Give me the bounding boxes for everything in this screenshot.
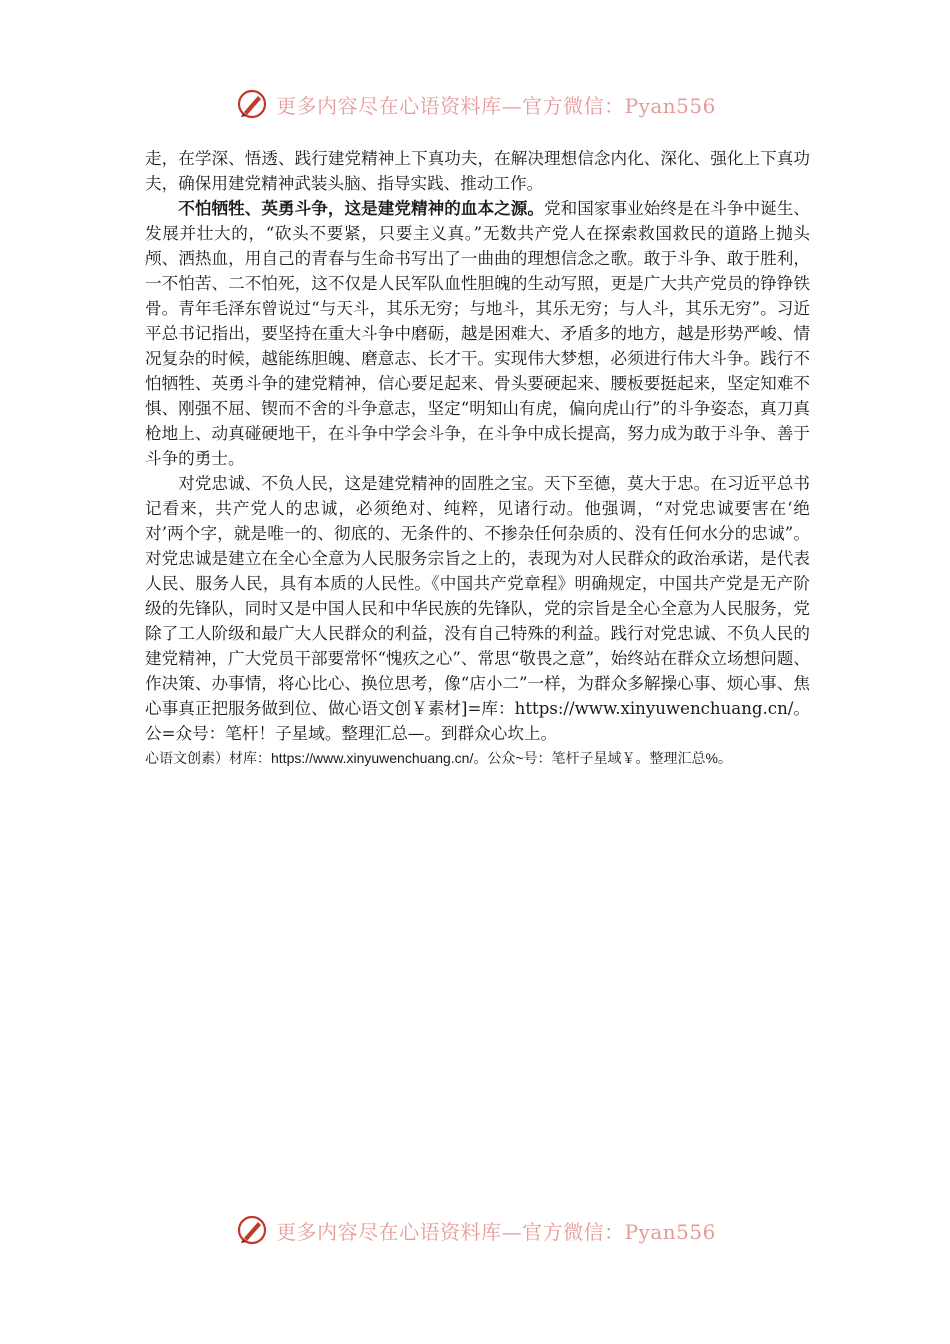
document-body <box>145 146 810 770</box>
paragraph-3: 对党忠诚、不负人民，这是建党精神的固胜之宝。天下至德，莫大于忠。在习近平总书记看来，共产党人的忠诚，必须绝对、纯粹，见诸行动。他强调，“对党忠诚要害在‘绝对’两个字，就是唯一的、彻底的、无条件的、不掺杂任何杂质的、没有任何水分的忠诚”。对党忠诚是建立在全心全意为人民服务宗旨之上的，表现为对人民群众的政治承诺，是代表人民、服务人民，具有本质的人民性。《中国共产党章程》明确规定，中国共产党是无产阶级的先锋队，同时又是中国人民和中华民族的先锋队，党的宗旨是全心全意为人民服务，党除了工人阶级和最广大人民群众的利益，没有自己特殊的利益。践行对党忠诚、不负人民的建党精神，广大党员干部要常怀“愧疚之心”、常思“敬畏之意”，始终站在群众立场想问题、作决策、办事情，将心比心、换位思考，像“店小二”一样，为群众多解操心事、烦心事、焦心事真正把服务做到位、做心语文创￥素材]=库：https://www.xinyuwenchuang.cn/。公=众号：笔杆！子星域。整理汇总—。到群众心坎上。 <box>145 474 810 743</box>
pen-brush-logo-icon <box>234 1212 270 1248</box>
watermark-note: 心语文创素）材库：https://www.xinyuwenchuang.cn/。公众~号：笔杆子星域￥。整理汇总%。 <box>145 750 732 766</box>
footer-banner-inner <box>234 1212 716 1248</box>
header-banner-text: 更多内容尽在心语资料库—官方微信：Pyan556 <box>276 93 716 118</box>
header-banner-inner <box>234 86 716 122</box>
pen-brush-logo-icon <box>234 86 270 122</box>
footer-banner-text: 更多内容尽在心语资料库—官方微信：Pyan556 <box>276 1219 716 1244</box>
header-banner <box>0 82 950 126</box>
footer-banner <box>0 1208 950 1252</box>
paragraph-2-heading: 不怕牺牲、英勇斗争，这是建党精神的血本之源。 <box>178 198 544 218</box>
paragraph-2 <box>145 196 810 471</box>
paragraph-1: 走，在学深、悟透、践行建党精神上下真功夫，在解决理想信念内化、深化、强化上下真功夫，确保用建党精神武装头脑、指导实践、推动工作。 <box>145 149 810 193</box>
paragraph-2-text: 党和国家事业始终是在斗争中诞生、发展并壮大的，“砍头不要紧，只要主义真。”无数共产党人在探索救国救民的道路上抛头颅、洒热血，用自己的青春与生命书写出了一曲曲的理想信念之歌。敢于斗争、敢于胜利，一不怕苦、二不怕死，这不仅是人民军队血性胆魄的生动写照，更是广大共产党员的铮铮铁骨。青年毛泽东曾说过“与天斗，其乐无穷；与地斗，其乐无穷；与人斗，其乐无穷”。习近平总书记指出，要坚持在重大斗争中磨砺，越是困难大、矛盾多的地方，越是形势严峻、情况复杂的时候，越能练胆魄、磨意志、长才干。实现伟大梦想，必须进行伟大斗争。践行不怕牺牲、英勇斗争的建党精神，信心要足起来、骨头要硬起来、腰板要挺起来，坚定知难不惧、刚强不屈、锲而不舍的斗争意志，坚定“明知山有虎，偏向虎山行”的斗争姿态，真刀真枪地上、动真碰硬地干，在斗争中学会斗争，在斗争中成长提高，努力成为敢于斗争、善于斗争的勇士。 <box>145 199 811 468</box>
